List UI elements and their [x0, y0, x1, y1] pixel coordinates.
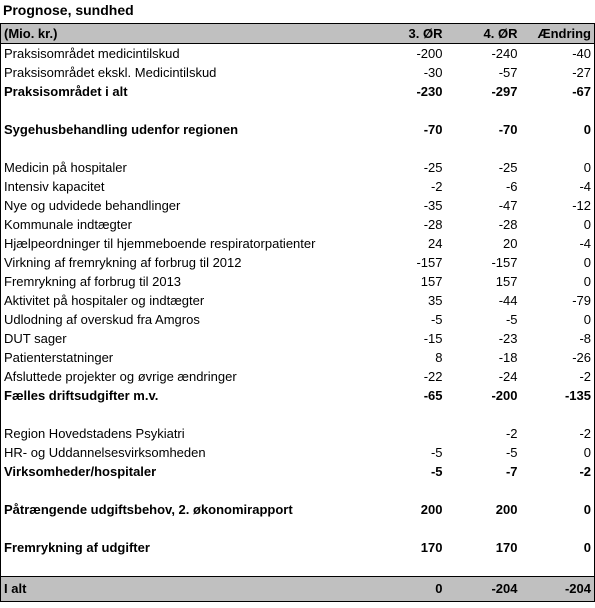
row-value-3 [386, 424, 446, 443]
table-row [1, 158, 595, 177]
row-change: -26 [521, 348, 595, 367]
row-change: 0 [521, 253, 595, 272]
table-row [1, 386, 595, 405]
row-change: 0 [521, 310, 595, 329]
table-row [1, 443, 595, 462]
row-label: Påtrængende udgiftsbehov, 2. økonomirapport [1, 500, 386, 519]
row-label: Nye og udvidede behandlinger [1, 196, 386, 215]
row-value-4: -28 [498, 217, 518, 232]
row-value-4: -44 [498, 293, 518, 308]
row-value-3: -65 [423, 388, 443, 403]
table-row [1, 215, 595, 234]
row-change [521, 519, 595, 538]
total-row [1, 577, 595, 602]
row-value-4 [446, 101, 521, 120]
row-label: Intensiv kapacitet [1, 177, 386, 196]
table-body [1, 44, 595, 577]
row-value-3: -22 [423, 369, 443, 384]
spacer-row [1, 481, 595, 500]
table-row [1, 196, 595, 215]
row-value-3: 200 [420, 502, 443, 517]
row-label [1, 519, 386, 538]
row-change: 0 [521, 120, 595, 139]
row-value-4 [446, 139, 521, 158]
row-change: -2 [521, 424, 595, 443]
spacer-row [1, 519, 595, 538]
row-value-3: 157 [420, 274, 443, 289]
table-row [1, 234, 595, 253]
row-value-3: -5 [430, 312, 443, 327]
row-value-3 [386, 481, 446, 500]
row-change: 0 [521, 272, 595, 291]
row-label: Sygehusbehandling udenfor regionen [1, 120, 386, 139]
table-row [1, 538, 595, 557]
row-label: Aktivitet på hospitaler og indtægter [1, 291, 386, 310]
row-change: -40 [521, 44, 595, 64]
row-value-3: 24 [428, 236, 443, 251]
row-value-3: -5 [430, 464, 443, 479]
spacer-row [1, 405, 595, 424]
spacer-row [1, 101, 595, 120]
row-value-4 [446, 519, 521, 538]
row-value-4: -5 [505, 445, 518, 460]
row-value-3: -200 [416, 46, 443, 61]
row-label: Virkning af fremrykning af forbrug til 2012 [1, 253, 386, 272]
header-col3: 3. ØR [386, 24, 446, 44]
row-value-3: -25 [423, 160, 443, 175]
row-change [521, 405, 595, 424]
row-change: -67 [521, 82, 595, 101]
row-value-3: -30 [423, 65, 443, 80]
row-value-4: 200 [495, 502, 518, 517]
row-value-4: 20 [503, 236, 518, 251]
total-v3: 0 [386, 577, 446, 602]
row-label [1, 481, 386, 500]
row-value-4: -240 [491, 46, 518, 61]
row-change [521, 101, 595, 120]
row-label: Patienterstatninger [1, 348, 386, 367]
row-label: Udlodning af overskud fra Amgros [1, 310, 386, 329]
row-label: DUT sager [1, 329, 386, 348]
row-value-4: -6 [505, 179, 518, 194]
row-label: Medicin på hospitaler [1, 158, 386, 177]
header-label: (Mio. kr.) [1, 24, 386, 44]
row-value-4: -23 [498, 331, 518, 346]
row-change: -12 [521, 196, 595, 215]
row-value-4: 157 [495, 274, 518, 289]
row-value-3: 35 [428, 293, 443, 308]
table-row [1, 367, 595, 386]
table-row [1, 272, 595, 291]
row-value-4: -2 [505, 426, 518, 441]
table-row [1, 348, 595, 367]
row-label: Kommunale indtægter [1, 215, 386, 234]
row-value-3: -70 [423, 122, 443, 137]
row-value-3: -5 [430, 445, 443, 460]
row-label: Praksisområdet i alt [1, 82, 386, 101]
table-row [1, 310, 595, 329]
row-value-4: -70 [498, 122, 518, 137]
row-value-4: -57 [498, 65, 518, 80]
row-label [1, 557, 386, 577]
table-row [1, 500, 595, 519]
row-change: -4 [521, 177, 595, 196]
row-change: 0 [521, 538, 595, 557]
spacer-row [1, 139, 595, 158]
row-value-3 [386, 139, 446, 158]
page-title: Prognose, sundhed [3, 2, 134, 18]
total-change: -204 [521, 577, 595, 602]
row-change: 0 [521, 215, 595, 234]
header-col4: 4. ØR [446, 24, 521, 44]
row-value-3: -28 [423, 217, 443, 232]
row-value-4: -7 [505, 464, 518, 479]
row-label: Praksisområdet ekskl. Medicintilskud [1, 63, 386, 82]
row-value-4: -47 [498, 198, 518, 213]
row-label [1, 139, 386, 158]
row-change: -2 [521, 462, 595, 481]
table-row [1, 462, 595, 481]
row-change: -8 [521, 329, 595, 348]
row-value-4: -5 [505, 312, 518, 327]
row-label: Fælles driftsudgifter m.v. [1, 386, 386, 405]
row-value-4: -24 [498, 369, 518, 384]
row-label: Fremrykning af udgifter [1, 538, 386, 557]
row-value-4 [446, 405, 521, 424]
row-value-3: -230 [416, 84, 443, 99]
row-change [521, 557, 595, 577]
row-change: 0 [521, 158, 595, 177]
total-v4: -204 [446, 577, 521, 602]
row-value-3: -35 [423, 198, 443, 213]
row-change: 0 [521, 443, 595, 462]
row-value-3: -157 [416, 255, 443, 270]
row-label: Hjælpeordninger til hjemmeboende respiratorpatienter [1, 234, 386, 253]
row-value-3 [386, 557, 446, 577]
row-value-4: -18 [498, 350, 518, 365]
spacer-row [1, 557, 595, 577]
total-label: I alt [1, 577, 386, 602]
row-label [1, 101, 386, 120]
table-header-row [1, 24, 595, 44]
table-row [1, 177, 595, 196]
row-value-3: 170 [420, 540, 443, 555]
row-value-4: -297 [491, 84, 518, 99]
row-value-4 [446, 481, 521, 500]
row-value-3 [386, 519, 446, 538]
table-row [1, 253, 595, 272]
row-value-4: -200 [491, 388, 518, 403]
row-change: -27 [521, 63, 595, 82]
row-value-4: -25 [498, 160, 518, 175]
row-label: HR- og Uddannelsesvirksomheden [1, 443, 386, 462]
row-value-4: -157 [491, 255, 518, 270]
row-change: -2 [521, 367, 595, 386]
table-row [1, 82, 595, 101]
table-row [1, 329, 595, 348]
header-change: Ændring [521, 24, 595, 44]
row-value-3: -15 [423, 331, 443, 346]
table-row [1, 424, 595, 443]
row-value-3 [386, 405, 446, 424]
table-row [1, 44, 595, 64]
row-change: -135 [521, 386, 595, 405]
row-label: Afsluttede projekter og øvrige ændringer [1, 367, 386, 386]
row-label: Virksomheder/hospitaler [1, 462, 386, 481]
row-value-4 [446, 557, 521, 577]
row-change: -4 [521, 234, 595, 253]
table-row [1, 63, 595, 82]
row-value-3 [386, 101, 446, 120]
row-change: 0 [521, 500, 595, 519]
row-label [1, 405, 386, 424]
row-label: Praksisområdet medicintilskud [1, 44, 386, 64]
row-change: -79 [521, 291, 595, 310]
row-value-3: 8 [435, 350, 443, 365]
forecast-table [0, 23, 595, 602]
table-row [1, 291, 595, 310]
row-label: Region Hovedstadens Psykiatri [1, 424, 386, 443]
row-value-4: 170 [495, 540, 518, 555]
row-label: Fremrykning af forbrug til 2013 [1, 272, 386, 291]
row-change [521, 139, 595, 158]
row-value-3: -2 [430, 179, 443, 194]
row-change [521, 481, 595, 500]
table-row [1, 120, 595, 139]
